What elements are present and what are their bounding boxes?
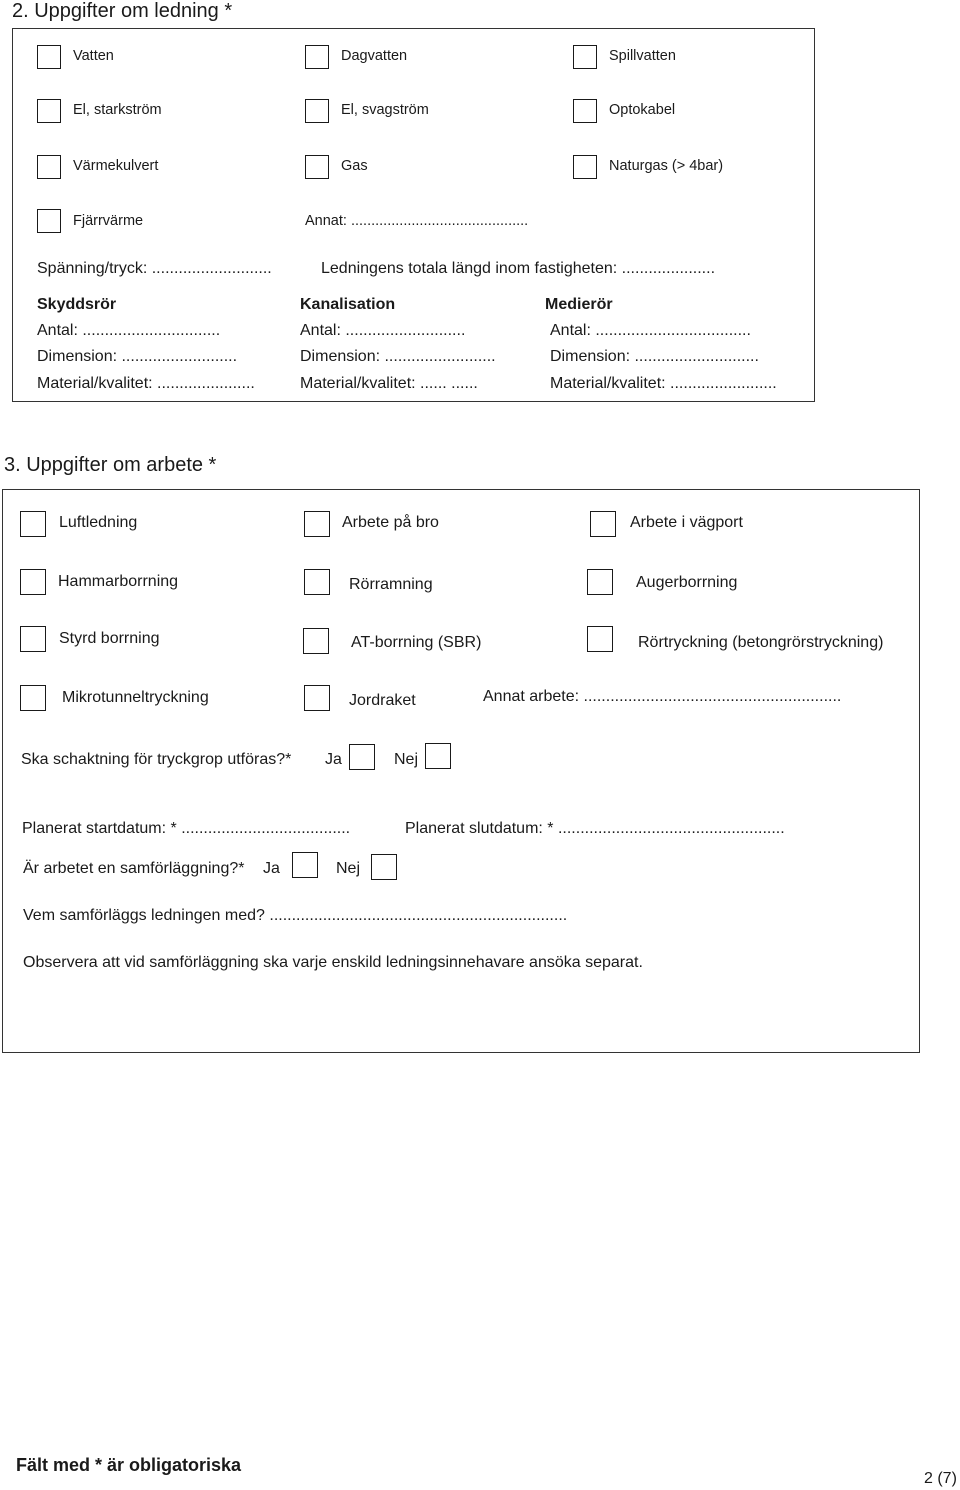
checkbox-arbete-pa-bro[interactable] (304, 511, 330, 537)
option-label: El, svagström (341, 102, 429, 118)
option-label: Mikrotunneltryckning (62, 689, 209, 706)
checkbox-at-borrning[interactable] (303, 628, 329, 654)
section-3-panel (2, 489, 920, 1053)
option-label: Värmekulvert (73, 158, 159, 174)
option-label: Hammarborrning (58, 573, 179, 590)
page-number: 2 (7) (924, 1470, 957, 1487)
material-field[interactable]: Material/kvalitet: ........................ (550, 375, 777, 392)
column-heading: Medierör (545, 296, 613, 313)
option-label: Optokabel (609, 102, 676, 118)
checkbox-luftledning[interactable] (20, 511, 46, 537)
checkbox-augerborrning[interactable] (587, 569, 613, 595)
mandatory-note: Fält med * är obligatoriska (16, 1455, 242, 1475)
section-2-title: 2. Uppgifter om ledning * (12, 0, 233, 22)
checkbox-jordraket[interactable] (304, 685, 330, 711)
checkbox-rorramning[interactable] (304, 569, 330, 595)
checkbox-spillvatten[interactable] (573, 45, 597, 69)
no-label: Nej (336, 860, 361, 877)
option-label: Rörramning (349, 576, 433, 593)
start-date-field[interactable]: Planerat startdatum: * ...................................... (22, 820, 351, 837)
checkbox-styrd-borrning[interactable] (20, 626, 46, 652)
option-label: Jordraket (349, 692, 416, 709)
dimension-field[interactable]: Dimension: .......................... (37, 348, 238, 365)
checkbox-naturgas[interactable] (573, 155, 597, 179)
checkbox-arbete-i-vagport[interactable] (590, 511, 616, 537)
dimension-field[interactable]: Dimension: ......................... (300, 348, 496, 365)
yes-label: Ja (263, 860, 280, 877)
checkbox-gas[interactable] (305, 155, 329, 179)
antal-field[interactable]: Antal: ................................... (550, 322, 751, 339)
checkbox-rortryckning[interactable] (587, 626, 613, 652)
checkbox-varmekulvert[interactable] (37, 155, 61, 179)
option-label: Spillvatten (609, 48, 676, 64)
other-line-field[interactable]: Annat: ............................................ (305, 213, 529, 229)
option-label: Rörtryckning (betongrörstryckning) (638, 634, 884, 651)
checkbox-hammarborrning[interactable] (20, 569, 46, 595)
option-label: Fjärrvärme (73, 213, 144, 229)
checkbox-optokabel[interactable] (573, 99, 597, 123)
dimension-field[interactable]: Dimension: ............................ (550, 348, 759, 365)
voltage-field[interactable]: Spänning/tryck: ........................... (37, 260, 272, 277)
option-label: El, starkström (73, 102, 162, 118)
antal-field[interactable]: Antal: ........................... (300, 322, 466, 339)
other-work-field[interactable]: Annat arbete: .......................................................... (483, 688, 842, 705)
checkbox-mikrotunneltryckning[interactable] (20, 685, 46, 711)
column-heading: Kanalisation (300, 296, 396, 313)
option-label: AT-borrning (SBR) (351, 634, 482, 651)
option-label: Arbete på bro (342, 514, 439, 531)
coordination-with-field[interactable]: Vem samförläggs ledningen med? ................................................................... (23, 907, 568, 924)
section-3-title: 3. Uppgifter om arbete * (4, 454, 217, 476)
checkbox-el-starkstrom[interactable] (37, 99, 61, 123)
material-field[interactable]: Material/kvalitet: ...... ...... (300, 375, 478, 392)
option-label: Luftledning (59, 514, 138, 531)
excavation-question: Ska schaktning för tryckgrop utföras?* (21, 751, 292, 768)
checkbox-fjarrvarme[interactable] (37, 209, 61, 233)
checkbox-coordination-yes[interactable] (292, 852, 318, 878)
option-label: Dagvatten (341, 48, 408, 64)
material-field[interactable]: Material/kvalitet: ...................... (37, 375, 255, 392)
section-2-panel (12, 28, 815, 402)
checkbox-excavation-no[interactable] (425, 743, 451, 769)
total-length-field[interactable]: Ledningens totala längd inom fastigheten: ..................... (321, 260, 716, 277)
coordination-question: Är arbetet en samförläggning?* (23, 860, 245, 877)
no-label: Nej (394, 751, 419, 768)
checkbox-coordination-no[interactable] (371, 854, 397, 880)
option-label: Naturgas (> 4bar) (609, 158, 724, 174)
antal-field[interactable]: Antal: ............................... (37, 322, 221, 339)
option-label: Arbete i vägport (630, 514, 743, 531)
yes-label: Ja (325, 751, 342, 768)
checkbox-excavation-yes[interactable] (349, 744, 375, 770)
option-label: Styrd borrning (59, 630, 160, 647)
option-label: Gas (341, 158, 368, 174)
coordination-note: Observera att vid samförläggning ska varje enskild ledningsinnehavare ansöka separat. (23, 954, 643, 971)
option-label: Augerborrning (636, 574, 738, 591)
column-heading: Skyddsrör (37, 296, 117, 313)
checkbox-dagvatten[interactable] (305, 45, 329, 69)
checkbox-el-svagstrom[interactable] (305, 99, 329, 123)
option-label: Vatten (73, 48, 114, 64)
checkbox-vatten[interactable] (37, 45, 61, 69)
end-date-field[interactable]: Planerat slutdatum: * ................................................... (405, 820, 785, 837)
